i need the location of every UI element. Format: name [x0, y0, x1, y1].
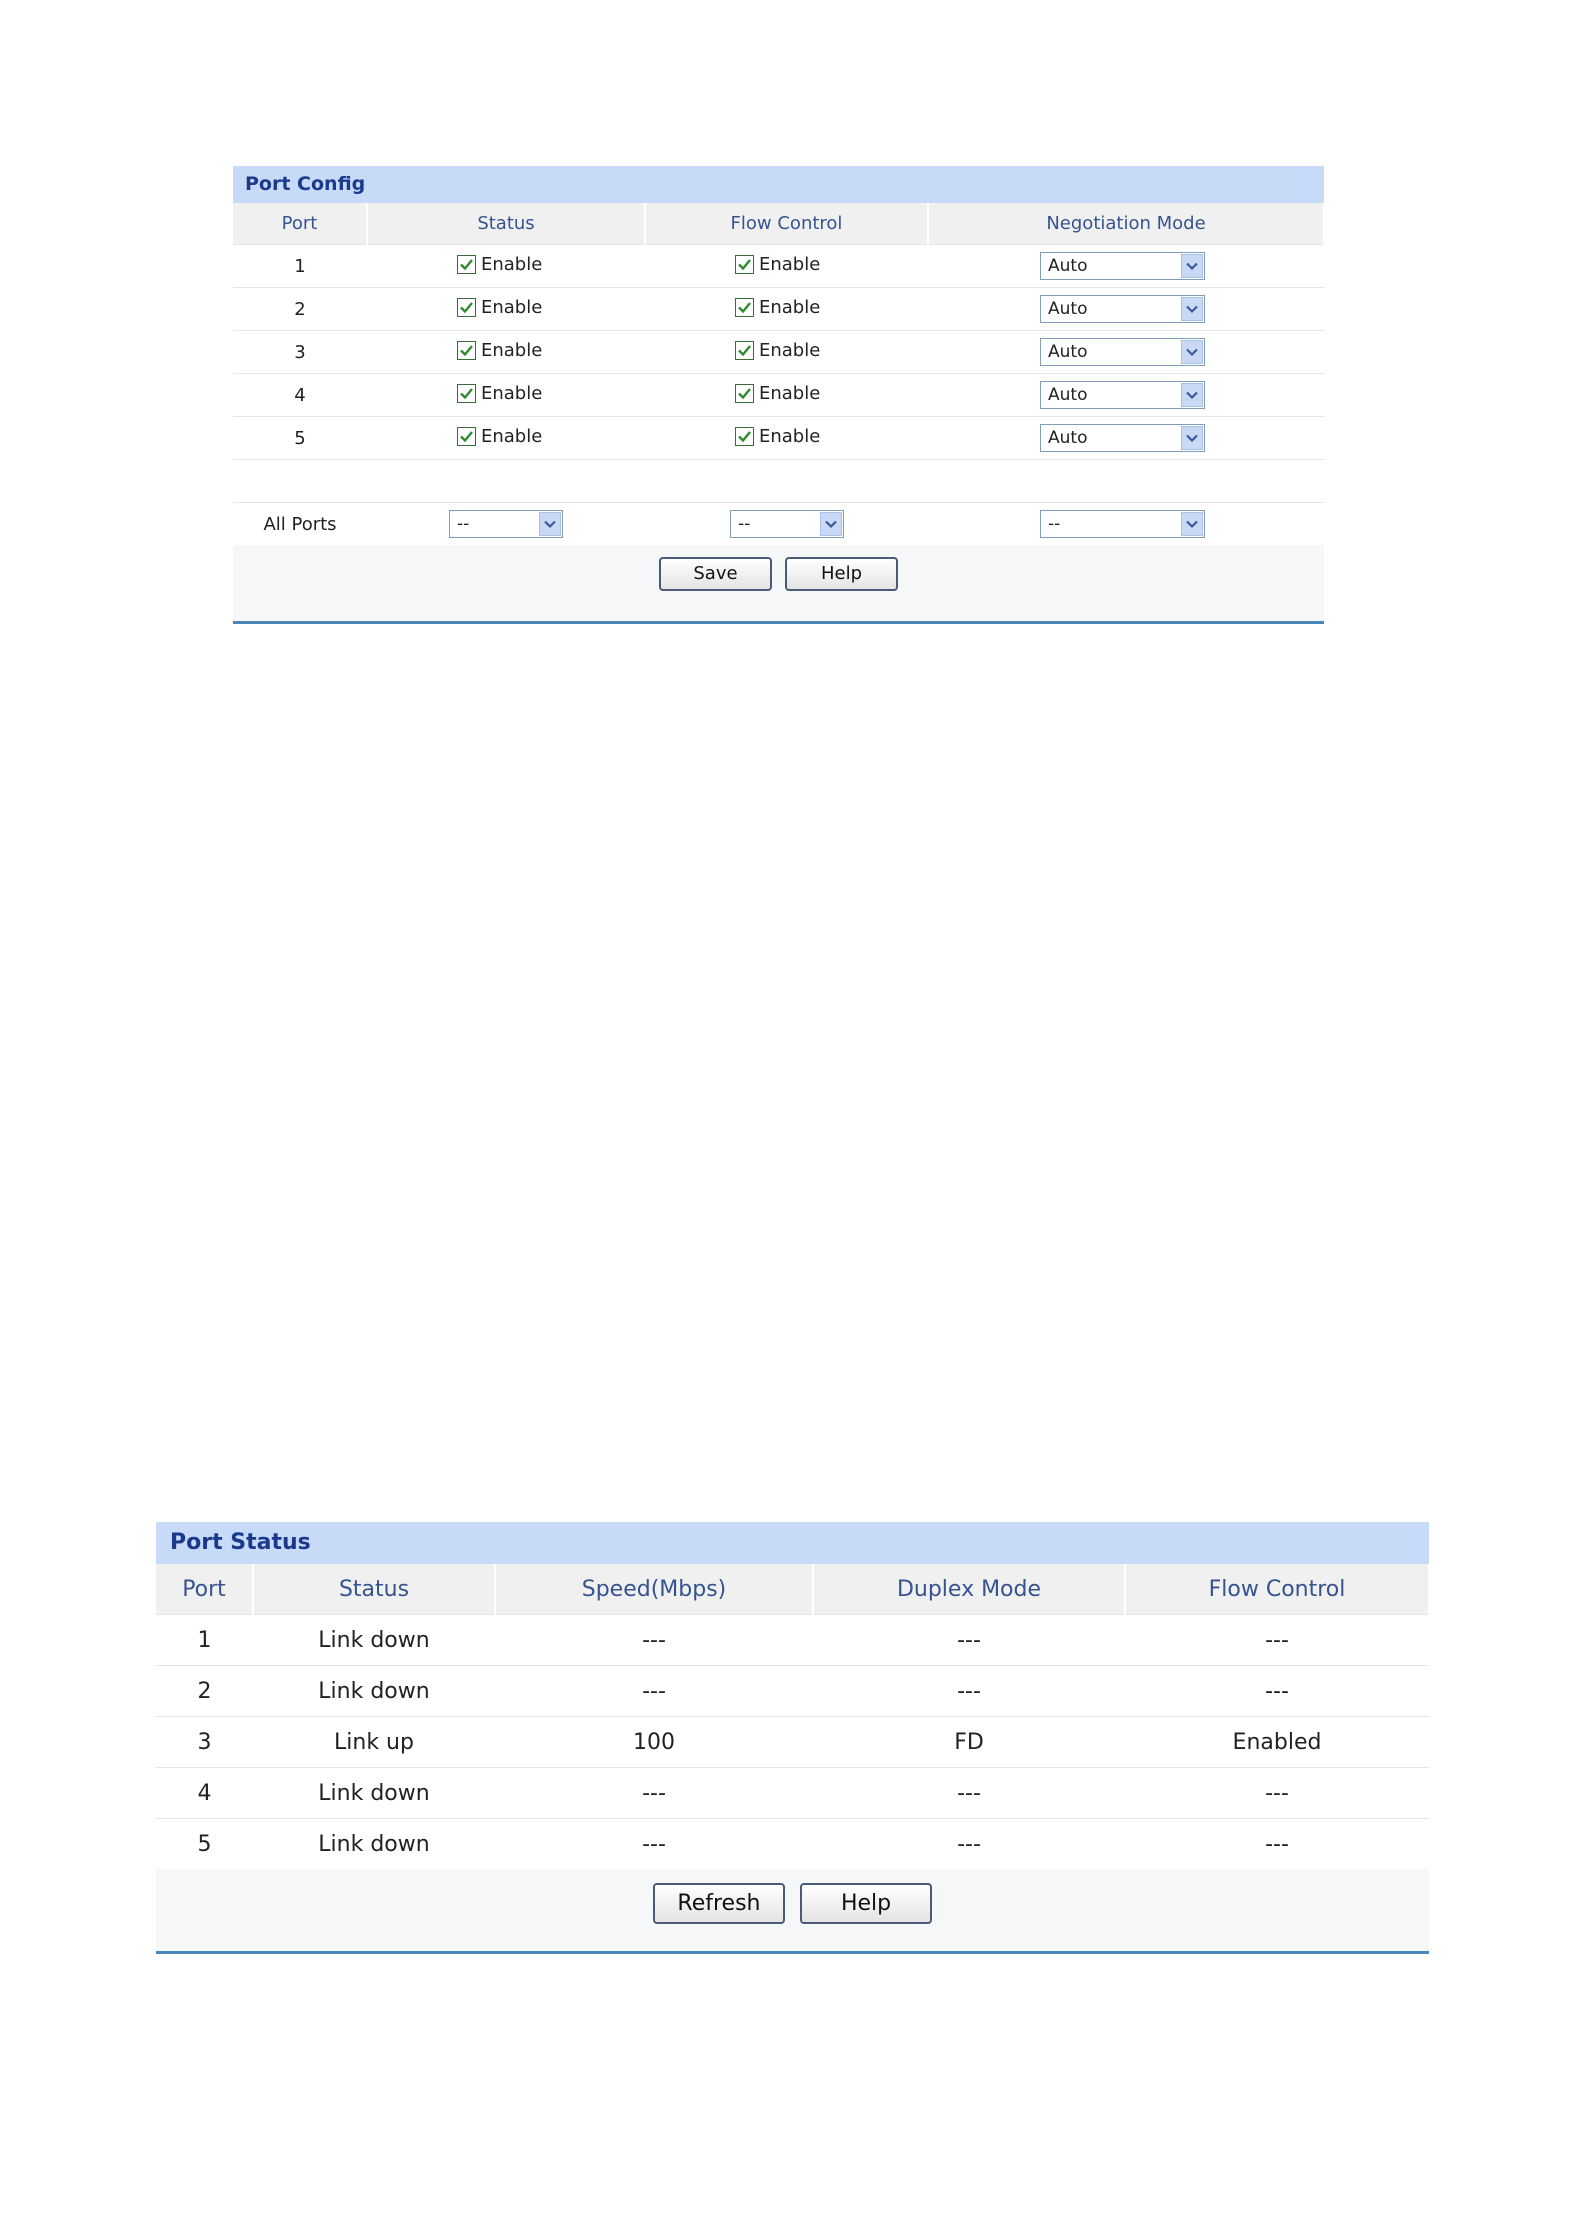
table-row [233, 288, 1324, 331]
table-row [233, 417, 1324, 460]
negotiation-mode-cell [928, 417, 1324, 460]
status-cell [367, 417, 645, 460]
refresh-button[interactable]: Refresh [653, 1883, 785, 1924]
all-ports-row [233, 503, 1324, 546]
chevron-down-icon[interactable] [1181, 426, 1203, 450]
port-number: 3 [156, 1717, 253, 1768]
port-config-header-row [233, 203, 1324, 245]
speed-value: --- [495, 1615, 813, 1666]
duplex-value: --- [813, 1768, 1125, 1819]
flow-control-enable-label: Enable [759, 382, 821, 404]
duplex-value: --- [813, 1819, 1125, 1870]
negotiation-mode-cell [928, 331, 1324, 374]
status-cell [367, 288, 645, 331]
negotiation-mode-value: Auto [1048, 256, 1088, 276]
flow-control-enable-label: Enable [759, 296, 821, 318]
port-config-table [233, 203, 1325, 545]
status-checkbox-group[interactable] [457, 297, 542, 318]
port-status-header-row [156, 1564, 1429, 1615]
flow-control-cell [645, 374, 928, 417]
flow-control-cell [645, 331, 928, 374]
speed-value: 100 [495, 1717, 813, 1768]
header-port: Port [233, 203, 367, 245]
port-number: 5 [156, 1819, 253, 1870]
chevron-down-icon[interactable] [820, 512, 842, 536]
port-status-button-row [156, 1869, 1429, 1924]
flow-control-value: --- [1125, 1615, 1429, 1666]
speed-value: --- [495, 1768, 813, 1819]
checkbox-checked-icon[interactable] [735, 427, 754, 446]
negotiation-mode-select[interactable] [1040, 424, 1205, 452]
negotiation-mode-cell [928, 288, 1324, 331]
table-row [156, 1717, 1429, 1768]
all-ports-mode-value: -- [1048, 514, 1061, 534]
help-button[interactable]: Help [800, 1883, 932, 1924]
all-ports-flow-value: -- [738, 514, 751, 534]
negotiation-mode-value: Auto [1048, 342, 1088, 362]
all-ports-label: All Ports [233, 503, 367, 546]
negotiation-mode-cell [928, 374, 1324, 417]
duplex-value: --- [813, 1615, 1125, 1666]
checkbox-checked-icon[interactable] [457, 384, 476, 403]
negotiation-mode-select[interactable] [1040, 252, 1205, 280]
flow-control-checkbox-group[interactable] [735, 297, 820, 318]
flow-control-value: --- [1125, 1819, 1429, 1870]
flow-control-cell [645, 417, 928, 460]
port-status-table [156, 1564, 1430, 1869]
status-enable-label: Enable [481, 382, 543, 404]
flow-control-value: --- [1125, 1768, 1429, 1819]
header-status: Status [367, 203, 645, 245]
chevron-down-icon[interactable] [1181, 340, 1203, 364]
port-number: 5 [233, 417, 367, 460]
table-row [156, 1768, 1429, 1819]
status-enable-label: Enable [481, 339, 543, 361]
port-status-body [156, 1615, 1429, 1870]
status-checkbox-group[interactable] [457, 340, 542, 361]
checkbox-checked-icon[interactable] [735, 255, 754, 274]
header-negotiation-mode: Negotiation Mode [928, 203, 1324, 245]
port-status-title: Port Status [156, 1522, 1429, 1564]
port-number: 2 [233, 288, 367, 331]
negotiation-mode-select[interactable] [1040, 381, 1205, 409]
flow-control-checkbox-group[interactable] [735, 254, 820, 275]
negotiation-mode-value: Auto [1048, 299, 1088, 319]
table-row [233, 374, 1324, 417]
status-checkbox-group[interactable] [457, 254, 542, 275]
link-status: Link down [253, 1666, 495, 1717]
status-checkbox-group[interactable] [457, 426, 542, 447]
port-status-panel [156, 1522, 1429, 1954]
flow-control-cell [645, 288, 928, 331]
all-ports-negotiation-mode-select[interactable] [1040, 510, 1205, 538]
port-number: 4 [233, 374, 367, 417]
checkbox-checked-icon[interactable] [457, 255, 476, 274]
status-cell [367, 374, 645, 417]
chevron-down-icon[interactable] [1181, 512, 1203, 536]
table-row [156, 1819, 1429, 1870]
port-number: 4 [156, 1768, 253, 1819]
checkbox-checked-icon[interactable] [735, 298, 754, 317]
table-row [233, 331, 1324, 374]
negotiation-mode-value: Auto [1048, 385, 1088, 405]
negotiation-mode-select[interactable] [1040, 338, 1205, 366]
checkbox-checked-icon[interactable] [457, 298, 476, 317]
negotiation-mode-select[interactable] [1040, 295, 1205, 323]
chevron-down-icon[interactable] [1181, 383, 1203, 407]
link-status: Link down [253, 1819, 495, 1870]
chevron-down-icon[interactable] [1181, 297, 1203, 321]
checkbox-checked-icon[interactable] [457, 427, 476, 446]
status-enable-label: Enable [481, 296, 543, 318]
flow-control-value: --- [1125, 1666, 1429, 1717]
table-row [233, 245, 1324, 288]
flow-control-checkbox-group[interactable] [735, 340, 820, 361]
negotiation-mode-value: Auto [1048, 428, 1088, 448]
checkbox-checked-icon[interactable] [457, 341, 476, 360]
port-config-title: Port Config [233, 166, 1324, 203]
link-status: Link down [253, 1768, 495, 1819]
chevron-down-icon[interactable] [1181, 254, 1203, 278]
flow-control-value: Enabled [1125, 1717, 1429, 1768]
header-flow-control: Flow Control [645, 203, 928, 245]
all-ports-status-select[interactable] [449, 510, 563, 538]
checkbox-checked-icon[interactable] [735, 384, 754, 403]
status-cell [367, 331, 645, 374]
port-config-panel [233, 166, 1324, 624]
header-port: Port [156, 1564, 253, 1615]
status-enable-label: Enable [481, 425, 543, 447]
duplex-value: FD [813, 1717, 1125, 1768]
speed-value: --- [495, 1819, 813, 1870]
all-ports-status-cell [367, 503, 645, 546]
flow-control-checkbox-group[interactable] [735, 383, 820, 404]
chevron-down-icon[interactable] [539, 512, 561, 536]
save-button[interactable]: Save [659, 557, 772, 591]
port-number: 3 [233, 331, 367, 374]
table-row [156, 1615, 1429, 1666]
all-ports-flow-control-select[interactable] [730, 510, 844, 538]
flow-control-cell [645, 245, 928, 288]
flow-control-enable-label: Enable [759, 425, 821, 447]
status-cell [367, 245, 645, 288]
status-checkbox-group[interactable] [457, 383, 542, 404]
flow-control-enable-label: Enable [759, 253, 821, 275]
spacer-row [233, 460, 1324, 503]
flow-control-enable-label: Enable [759, 339, 821, 361]
help-button[interactable]: Help [785, 557, 898, 591]
port-number: 2 [156, 1666, 253, 1717]
port-config-button-row [233, 545, 1324, 591]
port-config-divider [233, 621, 1324, 624]
all-ports-flow-cell [645, 503, 928, 546]
table-row [156, 1666, 1429, 1717]
port-number: 1 [233, 245, 367, 288]
port-config-body [233, 245, 1324, 546]
status-enable-label: Enable [481, 253, 543, 275]
duplex-value: --- [813, 1666, 1125, 1717]
port-number: 1 [156, 1615, 253, 1666]
port-status-divider [156, 1951, 1429, 1954]
link-status: Link up [253, 1717, 495, 1768]
all-ports-status-value: -- [457, 514, 470, 534]
spacer-cell [233, 460, 1324, 503]
header-flow-control: Flow Control [1125, 1564, 1429, 1615]
header-status: Status [253, 1564, 495, 1615]
speed-value: --- [495, 1666, 813, 1717]
link-status: Link down [253, 1615, 495, 1666]
header-speed: Speed(Mbps) [495, 1564, 813, 1615]
flow-control-checkbox-group[interactable] [735, 426, 820, 447]
header-duplex-mode: Duplex Mode [813, 1564, 1125, 1615]
negotiation-mode-cell [928, 245, 1324, 288]
all-ports-mode-cell [928, 503, 1324, 546]
checkbox-checked-icon[interactable] [735, 341, 754, 360]
